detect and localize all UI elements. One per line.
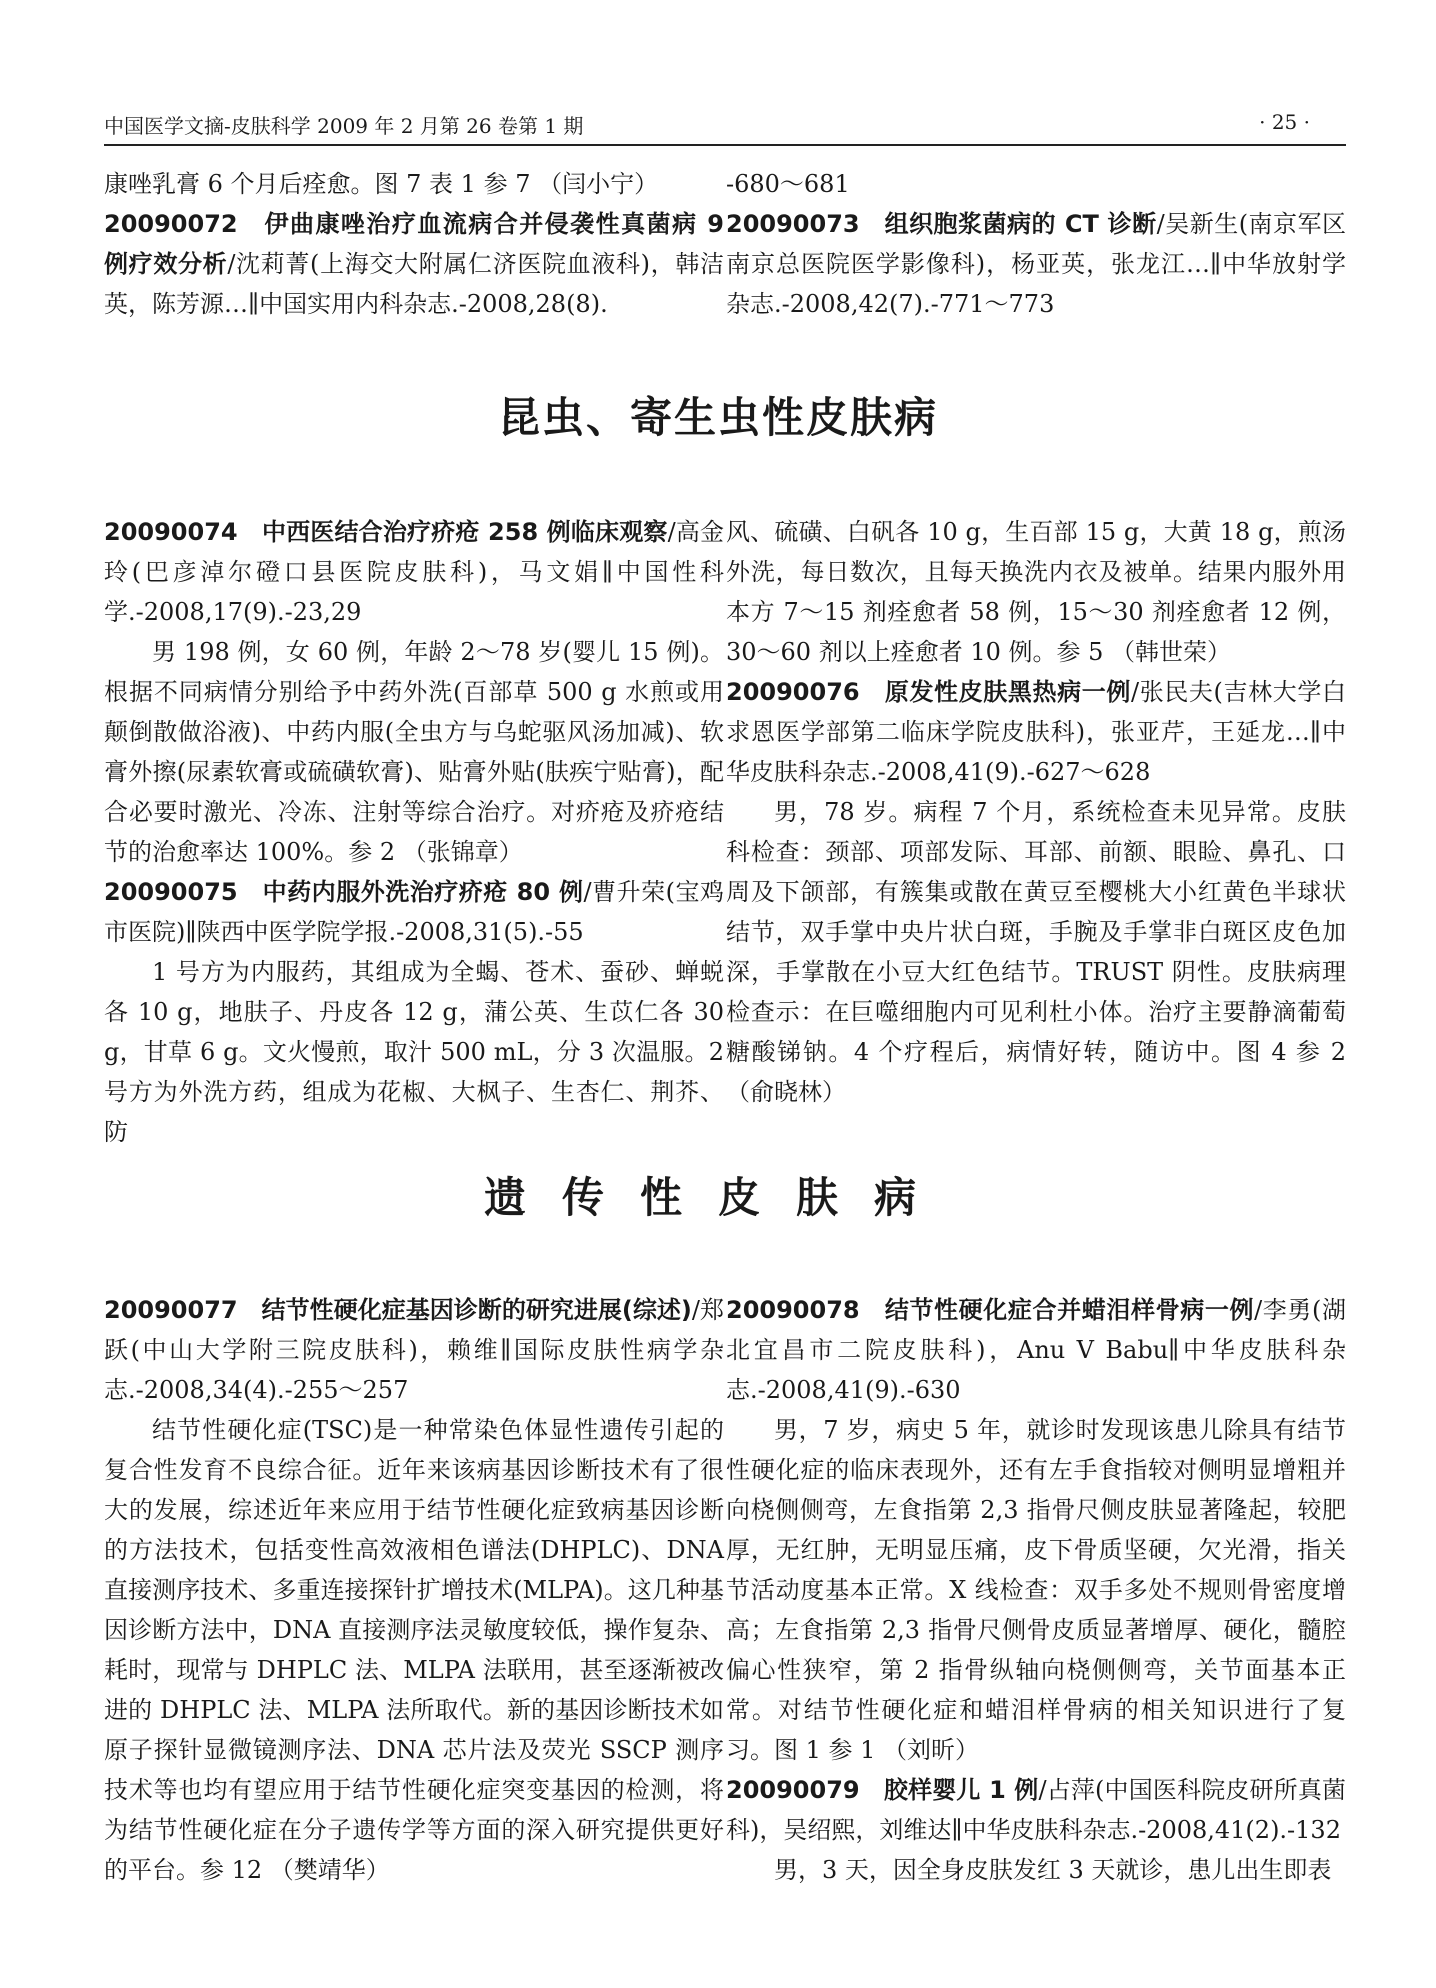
article-title: 结节性硬化症合并蜡泪样骨病一例 bbox=[884, 1296, 1255, 1324]
article-id: 20090078 bbox=[726, 1296, 860, 1324]
article-20090075 bbox=[104, 872, 724, 952]
article-20090077 bbox=[104, 1290, 724, 1410]
article-id: 20090076 bbox=[726, 678, 860, 706]
article-id: 20090077 bbox=[104, 1296, 238, 1324]
page-number: · 25 · bbox=[1259, 110, 1310, 134]
article-citation: /占萍(中国医科院皮研所真菌科)，吴绍熙，刘维达∥中华皮肤科杂志.-2008,41(2).-132 bbox=[726, 1776, 1347, 1844]
article-title: 伊曲康唑治疗血流病合并侵袭性真菌病 9 例疗效分析 bbox=[104, 210, 724, 278]
article-body: 男，7 岁，病史 5 年，就诊时发现该患儿除具有结节性硬化症的临床表现外，还有左手食指较对侧明显增粗并向桡侧侧弯，左食指第 2,3 指骨尺侧皮肤显著隆起，较肥厚，无红肿，无明显压痛，皮下骨质坚硬，欠光滑，指关节活动度基本正常。X 线检查：双手多处不规则骨密度增高；左食指第 2,3 指骨尺侧骨皮质显著增厚、硬化，髓腔偏心性狭窄，第 2 指骨纵轴向桡侧侧弯，关节面基本正常。对结节性硬化症和蜡泪样骨病的相关知识进行了复习。图 1 参 1 （刘昕） bbox=[726, 1416, 1346, 1764]
top-right-column bbox=[726, 164, 1346, 324]
article-body-continued: 风、硫磺、白矾各 10 g，生百部 15 g，大黄 18 g，煎汤外洗，每日数次，且每天换洗内衣及被单。结果内服外用本方 7～15 剂痊愈者 58 例，15～30 剂痊愈者 12 例，30～60 剂以上痊愈者 10 例。参 5 （韩世荣） bbox=[726, 518, 1346, 666]
article-body: 结节性硬化症(TSC)是一种常染色体显性遗传引起的复合性发育不良综合征。近年来该病基因诊断技术有了很大的发展，综述近年来应用于结节性硬化症致病基因诊断的方法技术，包括变性高效液相色谱法(DHPLC)、DNA 直接测序技术、多重连接探针扩增技术(MLPA)。这几种基因诊断方法中，DNA 直接测序法灵敏度较低，操作复杂、耗时，现常与 DHPLC 法、MLPA 法联用，甚至逐渐被改进的 DHPLC 法、MLPA 法所取代。新的基因诊断技术如原子探针显微镜测序法、DNA 芯片法及荧光 SSCP 测序技术等也均有望应用于结节性硬化症突变基因的检测，将为结节性硬化症在分子遗传学等方面的深入研究提供更好的平台。参 12 （樊靖华） bbox=[104, 1416, 724, 1884]
article-title: 胶样婴儿 1 例 bbox=[883, 1776, 1039, 1804]
article-20090079 bbox=[726, 1770, 1346, 1850]
section2-left-column bbox=[104, 1290, 724, 1890]
article-citation: /高金玲(巴彦淖尔磴口县医院皮肤科)，马文娟∥中国性科学.-2008,17(9).-23,29 bbox=[104, 518, 724, 626]
section-title-genetic: 遗传性皮肤病 bbox=[483, 1173, 952, 1222]
article-citation: /吴新生(南京军区南京总医院医学影像科)，杨亚英，张龙江…∥中华放射学杂志.-2008,42(7).-771～773 bbox=[726, 210, 1347, 318]
running-header bbox=[104, 104, 1346, 146]
article-body: 男，3 天，因全身皮肤发红 3 天就诊，患儿出生即表 bbox=[774, 1856, 1332, 1884]
article-20090078 bbox=[726, 1290, 1346, 1410]
article-title: 中药内服外洗治疗疥疮 80 例 bbox=[262, 878, 584, 906]
continued-text: 康唑乳膏 6 个月后痊愈。图 7 表 1 参 7 （闫小宁） bbox=[104, 170, 659, 198]
article-citation: /李勇(湖北宜昌市二院皮肤科)，Anu V Babu∥中华皮肤科杂志.-2008,41(9).-630 bbox=[726, 1296, 1347, 1404]
article-20090072 bbox=[104, 204, 724, 324]
section-title-parasitic: 昆虫、寄生虫性皮肤病 bbox=[497, 393, 938, 442]
article-id: 20090074 bbox=[104, 518, 238, 546]
article-id: 20090079 bbox=[726, 1776, 860, 1804]
continued-pages: -680～681 bbox=[726, 170, 850, 198]
article-title: 组织胞浆菌病的 CT 诊断 bbox=[884, 210, 1157, 238]
article-title: 结节性硬化症基因诊断的研究进展(综述) bbox=[261, 1296, 692, 1324]
article-20090073 bbox=[726, 204, 1346, 324]
article-title: 中西医结合治疗疥疮 258 例临床观察 bbox=[261, 518, 668, 546]
article-id: 20090073 bbox=[726, 210, 860, 238]
section2-right-column bbox=[726, 1290, 1346, 1890]
article-title: 原发性皮肤黑热病一例 bbox=[884, 678, 1131, 706]
article-citation: /郑跃(中山大学附三院皮肤科)，赖维∥国际皮肤性病学杂志.-2008,34(4).-255～257 bbox=[104, 1296, 725, 1404]
journal-header: 中国医学文摘-皮肤科学 2009 年 2 月第 26 卷第 1 期 bbox=[104, 114, 584, 138]
top-left-column bbox=[104, 164, 724, 324]
article-id: 20090075 bbox=[104, 878, 238, 906]
article-body: 男，78 岁。病程 7 个月，系统检查未见异常。皮肤科检查：颈部、项部发际、耳部、前额、眼睑、鼻孔、口周及下颌部，有簇集或散在黄豆至樱桃大小红黄色半球状结节，双手掌中央片状白斑，手腕及手掌非白斑区皮色加深，手掌散在小豆大红色结节。TRUST 阴性。皮肤病理检查示：在巨噬细胞内可见利杜小体。治疗主要静滴葡萄糖酸锑钠。4 个疗程后，病情好转，随访中。图 4 参 2 （俞晓林） bbox=[726, 798, 1346, 1106]
article-body: 1 号方为内服药，其组成为全蝎、苍术、蚕砂、蝉蜕各 10 g，地肤子、丹皮各 12 g，蒲公英、生苡仁各 30 g，甘草 6 g。文火慢煎，取汁 500 mL，分 3 次温服。2 号方为外洗方药，组成为花椒、大枫子、生杏仁、荆芥、防 bbox=[104, 958, 724, 1146]
article-citation: /沈莉菁(上海交大附属仁济医院血液科)，韩洁英，陈芳源…∥中国实用内科杂志.-2008,28(8). bbox=[104, 250, 725, 318]
article-citation: /张民夫(吉林大学白求恩医学部第二临床学院皮肤科)，张亚芹，王延龙…∥中华皮肤科杂志.-2008,41(9).-627～628 bbox=[726, 678, 1347, 786]
section1-right-column bbox=[726, 512, 1346, 1112]
article-citation: /曹升荣(宝鸡市医院)∥陕西中医学院学报.-2008,31(5).-55 bbox=[104, 878, 725, 946]
section1-left-column bbox=[104, 512, 724, 1152]
article-20090076 bbox=[726, 672, 1346, 792]
article-id: 20090072 bbox=[104, 210, 238, 238]
article-body: 男 198 例，女 60 例，年龄 2～78 岁(婴儿 15 例)。根据不同病情分别给予中药外洗(百部草 500 g 水煎或用颠倒散做浴液)、中药内服(全虫方与乌蛇驱风汤加减)、软膏外擦(尿素软膏或硫磺软膏)、贴膏外贴(肤疾宁贴膏)，配合必要时激光、冷冻、注射等综合治疗。对疥疮及疥疮结节的治愈率达 100%。参 2 （张锦章） bbox=[104, 638, 724, 866]
article-20090074 bbox=[104, 512, 724, 632]
